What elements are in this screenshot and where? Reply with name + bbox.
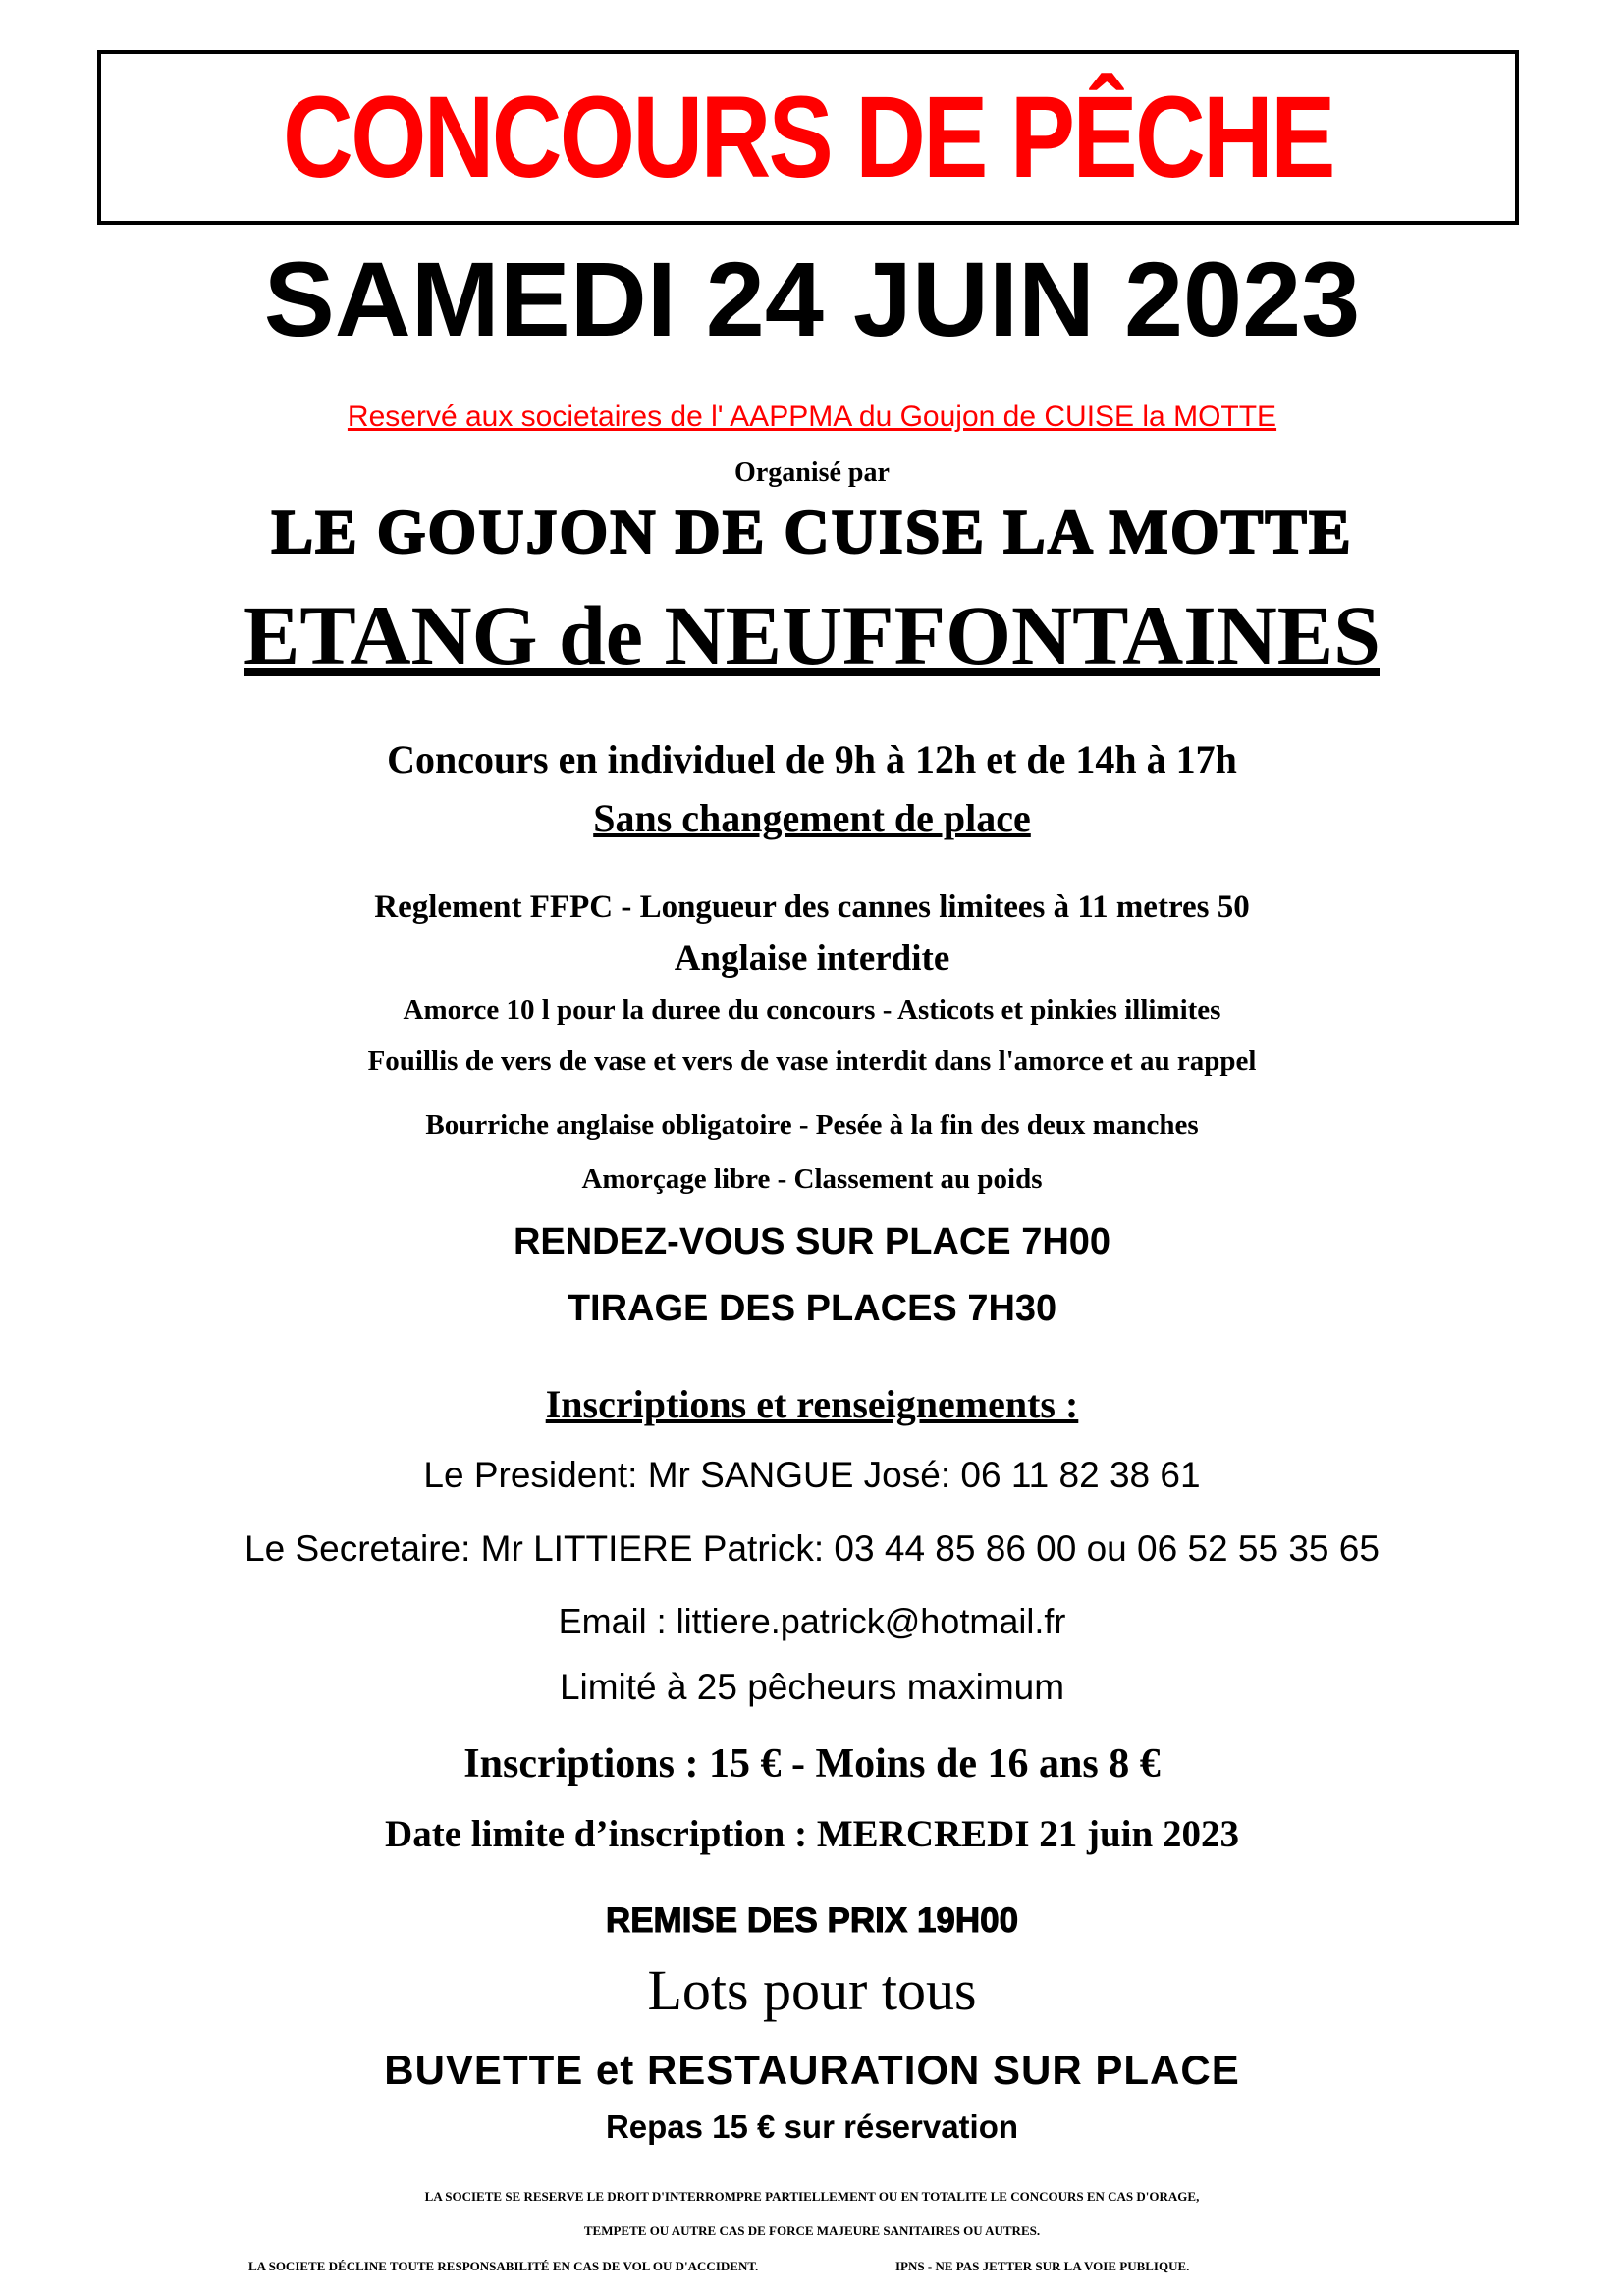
secretary-contact: Le Secretaire: Mr LITTIERE Patrick: 03 44 85 86 00 ou 06 52 55 35 65 <box>244 1528 1380 1569</box>
lots-for-all: Lots pour tous <box>647 1958 977 2022</box>
event-date: SAMEDI 24 JUIN 2023 <box>263 240 1361 358</box>
entry-fees: Inscriptions : 15 € - Moins de 16 ans 8 € <box>463 1741 1161 1787</box>
organizer-name: LE GOUJON DE CUISE LA MOTTE <box>271 497 1353 566</box>
schedule: Concours en individuel de 9h à 12h et de 14h à 17h <box>387 737 1237 781</box>
inscriptions-heading: Inscriptions et renseignements : <box>545 1382 1079 1426</box>
rule-line: Reglement FFPC - Longueur des cannes limitees à 11 metres 50 <box>374 889 1250 925</box>
disclaimer-line: LA SOCIETE SE RESERVE LE DROIT D'INTERROMPRE PARTIELLEMENT OU EN TOTALITE LE CONCOURS EN CAS D'ORAGE, <box>424 2189 1200 2204</box>
buvette-restauration: BUVETTE et RESTAURATION SUR PLACE <box>384 2047 1240 2093</box>
president-contact: Le President: Mr SANGUE José: 06 11 82 38 61 <box>423 1455 1201 1495</box>
reserved-notice: Reservé aux societaires de l' AAPPMA du Goujon de CUISE la MOTTE <box>347 400 1277 433</box>
participant-limit: Limité à 25 pêcheurs maximum <box>559 1667 1065 1707</box>
venue: ETANG de NEUFFONTAINES <box>244 588 1380 682</box>
rule-line: Amorçage libre - Classement au poids <box>581 1163 1043 1195</box>
meal-price: Repas 15 € sur réservation <box>605 2109 1019 2145</box>
disclaimer-line: TEMPETE OU AUTRE CAS DE FORCE MAJEURE SANITAIRES OU AUTRES. <box>583 2223 1041 2238</box>
ipns-notice: IPNS - NE PAS JETTER SUR LA VOIE PUBLIQUE. <box>895 2259 1190 2273</box>
no-change-notice: Sans changement de place <box>593 796 1031 840</box>
poster-title: CONCOURS DE PÊCHE <box>283 73 1333 202</box>
rule-line: Amorce 10 l pour la duree du concours - Asticots et pinkies illimites <box>403 994 1221 1026</box>
draw-time: TIRAGE DES PLACES 7H30 <box>567 1288 1057 1329</box>
meeting-time: RENDEZ-VOUS SUR PLACE 7H00 <box>513 1221 1111 1262</box>
prize-ceremony: REMISE DES PRIX 19H00 <box>605 1901 1019 1940</box>
liability-disclaimer: LA SOCIETE DÉCLINE TOUTE RESPONSABILITÉ EN CAS DE VOL OU D'ACCIDENT. <box>248 2259 759 2273</box>
email-contact: Email : littiere.patrick@hotmail.fr <box>558 1601 1066 1641</box>
title-box <box>97 50 1519 225</box>
organized-by-label: Organisé par <box>734 457 890 488</box>
registration-deadline: Date limite d’inscription : MERCREDI 21 juin 2023 <box>385 1813 1239 1855</box>
rule-line: Fouillis de vers de vase et vers de vase interdit dans l'amorce et au rappel <box>367 1045 1257 1077</box>
rule-line: Bourriche anglaise obligatoire - Pesée à la fin des deux manches <box>425 1109 1199 1141</box>
rule-line: Anglaise interdite <box>674 938 950 979</box>
